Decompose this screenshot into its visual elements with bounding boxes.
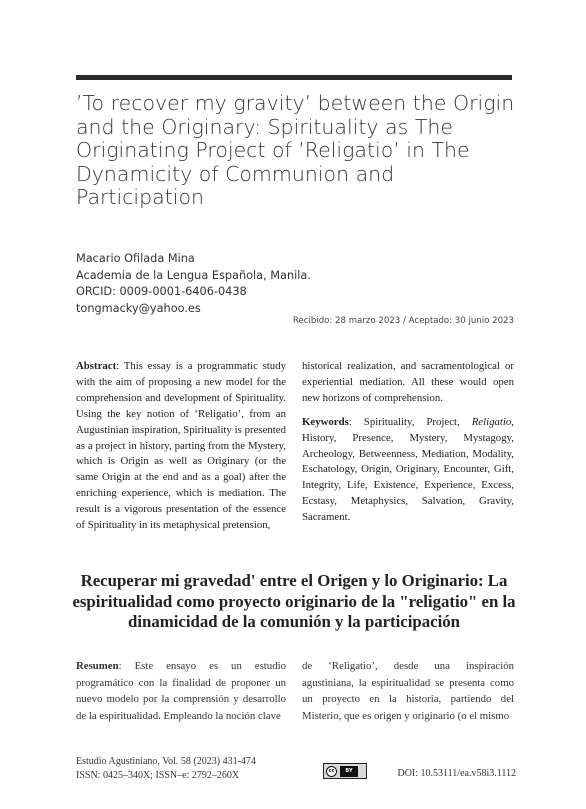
author-affiliation: Academia de la Lengua Española, Manila. [76, 268, 311, 282]
abstract-column [76, 359, 286, 534]
license-by-label: BY [340, 766, 358, 777]
author-orcid: ORCID: 0009-0001-6406-0438 [76, 285, 247, 298]
resumen-text-part1: : Este ensayo es un estudio programático con la finalidad de proponer un nuevo modelo por la comprensión y desarrollo de la espiritualidad. Empleando la noción clave [76, 660, 286, 722]
abstract-text-part1: : This essay is a programmatic study with the aim of proposing a new model for the comprehension and development of Spirituality. Using the key notion of ‘Religatio’, from an Augustinian inspiration, Spirituality is presented as a project in history, parting from the Mystery, which is Origin as well as Originary (or the same Origin at the end and as a goal) after the enriching experience, which is mediation. The result is a vigorous presentation of the essence of Spirituality in its metaphysical pretension, [76, 360, 286, 532]
keywords-before: : Spirituality, Project, [348, 415, 472, 428]
abstract-continued-column [302, 359, 514, 526]
abstract-continued: historical realization, and sacramentological or experiential mediation. All these would open new horizons of comprehension. [302, 360, 514, 404]
resumen-paragraph [76, 658, 286, 724]
spanish-title: Recuperar mi gravedad' entre el Origen y lo Originario: La espiritualidad como proyecto originario de la "religatio" en la dinamicidad de la comunión y la participación [72, 571, 516, 631]
author-email: tongmacky@yahoo.es [76, 301, 201, 315]
journal-footer [76, 755, 256, 782]
abstract-label: Abstract [76, 360, 117, 372]
keywords-paragraph [302, 415, 514, 526]
author-name: Macario Ofilada Mina [76, 252, 195, 265]
cc-by-icon [323, 763, 367, 779]
abstract-paragraph [76, 359, 286, 534]
resumen-text-part2: de ‘Religatio’, desde una inspiración agustiniana, la espiritualidad se presenta como un proyecto en la historia, partiendo del Misterio, que es origen y originario (o el mismo [302, 660, 514, 722]
received-accepted-dates: Recibido: 28 marzo 2023 / Aceptado: 30 junio 2023 [292, 316, 514, 326]
keywords-after: , History, Presence, Mystery, Mystagogy, Archeology, Betweenness, Mediation, Modality, Eschatology, Origin, Originary, Encounter, Gift, Integrity, Life, Existence, Experience, Excess, Ecstasy, Metaphysics, Salvation, Gravity, Sacrament. [302, 415, 514, 524]
cc-circle-icon: cc [326, 766, 337, 777]
title-rule [76, 75, 512, 80]
doi-link[interactable]: DOI: 10.53111/ea.v58i3.1112 [397, 768, 516, 779]
author-block [76, 251, 516, 317]
resumen-column [76, 658, 286, 724]
resumen-label: Resumen [76, 660, 119, 672]
keywords-italic: Religatio [471, 415, 512, 428]
resumen-continued-column [302, 658, 514, 724]
journal-citation: Estudio Agustiniano, Vol. 58 (2023) 431-474 [76, 756, 256, 767]
article-title: ’To recover my gravity’ between the Origin and the Originary: Spirituality as The Originating Project of ’Religatio’ in The Dynamicity of Communion and Participation [76, 91, 515, 210]
journal-issn: ISSN: 0425–340X; ISSN–e: 2792–260X [76, 769, 240, 781]
keywords-label: Keywords [302, 415, 349, 428]
